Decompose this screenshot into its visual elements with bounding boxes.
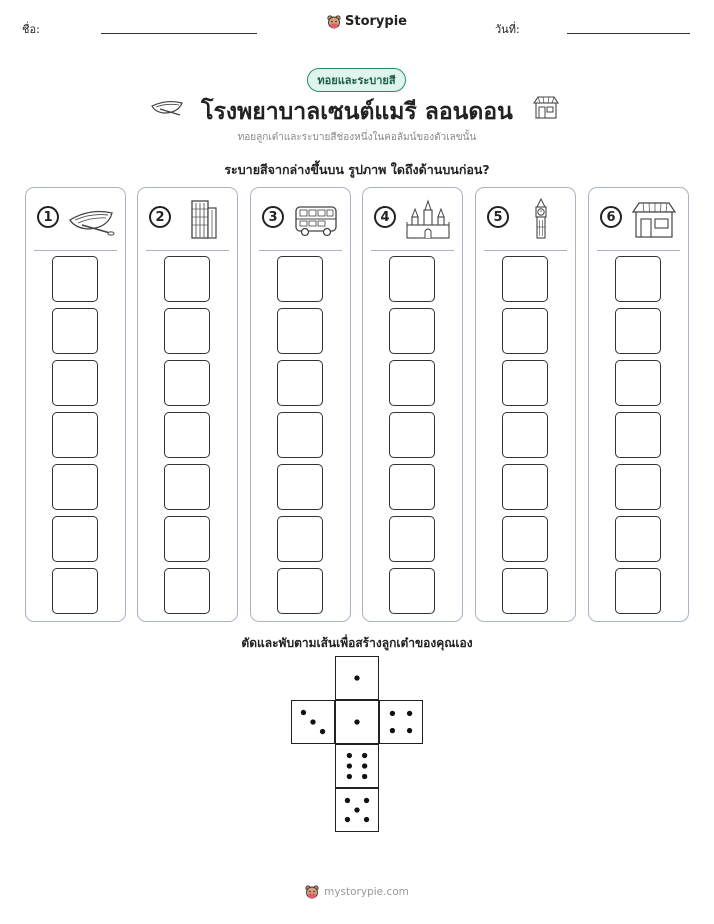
color-box[interactable] bbox=[502, 256, 548, 302]
color-box[interactable] bbox=[389, 256, 435, 302]
dice-face bbox=[335, 788, 379, 832]
color-box[interactable] bbox=[277, 256, 323, 302]
dice-pip bbox=[345, 817, 350, 822]
dice-pip bbox=[354, 675, 359, 680]
dice-pip bbox=[390, 728, 395, 733]
shop-icon bbox=[532, 94, 560, 120]
color-box[interactable] bbox=[164, 516, 210, 562]
column-6 bbox=[588, 187, 689, 622]
color-box[interactable] bbox=[277, 516, 323, 562]
activity-badge: ทอยและระบายสี bbox=[307, 68, 406, 92]
bear-icon bbox=[327, 15, 341, 29]
column-4 bbox=[362, 187, 463, 622]
dice-pip bbox=[364, 817, 369, 822]
dice-pip bbox=[347, 774, 352, 779]
dice-pip bbox=[354, 807, 359, 812]
dice-face bbox=[335, 700, 379, 744]
color-box[interactable] bbox=[615, 256, 661, 302]
office-building-icon bbox=[178, 198, 228, 240]
color-box[interactable] bbox=[52, 308, 98, 354]
rowboat-icon bbox=[66, 198, 116, 240]
column-number: 1 bbox=[37, 206, 59, 228]
color-box[interactable] bbox=[277, 568, 323, 614]
footer-url[interactable]: mystorypie.com bbox=[324, 886, 409, 898]
color-box[interactable] bbox=[502, 464, 548, 510]
footer bbox=[0, 885, 714, 899]
color-box[interactable] bbox=[52, 360, 98, 406]
dice-pip bbox=[362, 774, 367, 779]
color-box[interactable] bbox=[502, 516, 548, 562]
color-box[interactable] bbox=[389, 308, 435, 354]
color-box[interactable] bbox=[615, 568, 661, 614]
column-number: 4 bbox=[374, 206, 396, 228]
color-box[interactable] bbox=[164, 464, 210, 510]
dice-face bbox=[335, 656, 379, 700]
color-box[interactable] bbox=[164, 308, 210, 354]
color-box[interactable] bbox=[615, 412, 661, 458]
dice-pip bbox=[407, 711, 412, 716]
color-box[interactable] bbox=[52, 464, 98, 510]
color-box[interactable] bbox=[164, 360, 210, 406]
date-line bbox=[567, 33, 690, 34]
dice-face bbox=[379, 700, 423, 744]
column-number: 5 bbox=[487, 206, 509, 228]
name-line bbox=[101, 33, 257, 34]
date-label: วันที่: bbox=[495, 23, 520, 36]
color-box[interactable] bbox=[277, 360, 323, 406]
dice-pip bbox=[347, 753, 352, 758]
color-box[interactable] bbox=[277, 308, 323, 354]
dice-pip bbox=[390, 711, 395, 716]
dice-pip bbox=[301, 710, 306, 715]
column-number: 2 bbox=[149, 206, 171, 228]
color-box[interactable] bbox=[164, 568, 210, 614]
column-1 bbox=[25, 187, 126, 622]
dice-pip bbox=[407, 728, 412, 733]
cut-instruction: ตัดและพับตามเส้นเพื่อสร้างลูกเต๋าของคุณเอง bbox=[241, 636, 473, 650]
brand-logo bbox=[327, 14, 407, 29]
color-box[interactable] bbox=[389, 568, 435, 614]
color-box[interactable] bbox=[502, 360, 548, 406]
brand-name: Storypie bbox=[345, 14, 407, 29]
color-box[interactable] bbox=[615, 464, 661, 510]
question-text: ระบายสีจากล่างขึ้นบน รูปภาพ ใดถึงด้านบนก่อน? bbox=[224, 162, 490, 177]
color-box[interactable] bbox=[164, 256, 210, 302]
color-box[interactable] bbox=[615, 360, 661, 406]
page-subtitle: ทอยลูกเต๋าและระบายสีช่องหนึ่งในคอลัมน์ของตัวเลขนั้น bbox=[237, 132, 477, 143]
color-box[interactable] bbox=[277, 412, 323, 458]
color-box[interactable] bbox=[164, 412, 210, 458]
column-number: 3 bbox=[262, 206, 284, 228]
dice-pip bbox=[320, 729, 325, 734]
dice-pip bbox=[362, 763, 367, 768]
column-number: 6 bbox=[600, 206, 622, 228]
color-box[interactable] bbox=[52, 516, 98, 562]
dice-pip bbox=[354, 719, 359, 724]
clock-tower-icon bbox=[516, 198, 566, 240]
column-5 bbox=[475, 187, 576, 622]
color-box[interactable] bbox=[52, 412, 98, 458]
color-box[interactable] bbox=[502, 568, 548, 614]
castle-icon bbox=[403, 198, 453, 240]
shop-icon bbox=[629, 198, 679, 240]
color-box[interactable] bbox=[502, 308, 548, 354]
double-decker-bus-icon bbox=[291, 198, 341, 240]
color-box[interactable] bbox=[389, 516, 435, 562]
color-box[interactable] bbox=[277, 464, 323, 510]
dice-pip bbox=[347, 763, 352, 768]
dice-pip bbox=[362, 753, 367, 758]
color-box[interactable] bbox=[52, 568, 98, 614]
color-box[interactable] bbox=[389, 360, 435, 406]
dice-face bbox=[291, 700, 335, 744]
name-label: ชื่อ: bbox=[22, 23, 40, 36]
page-title: โรงพยาบาลเซนต์แมรี ลอนดอน bbox=[201, 99, 513, 125]
column-2 bbox=[137, 187, 238, 622]
color-box[interactable] bbox=[52, 256, 98, 302]
color-box[interactable] bbox=[502, 412, 548, 458]
dice-face bbox=[335, 744, 379, 788]
dice-pip bbox=[345, 798, 350, 803]
dice-pip bbox=[364, 798, 369, 803]
column-3 bbox=[250, 187, 351, 622]
bear-icon bbox=[305, 885, 319, 899]
color-box[interactable] bbox=[615, 308, 661, 354]
dice-pip bbox=[310, 719, 315, 724]
color-box[interactable] bbox=[389, 464, 435, 510]
color-box[interactable] bbox=[615, 516, 661, 562]
color-box[interactable] bbox=[389, 412, 435, 458]
